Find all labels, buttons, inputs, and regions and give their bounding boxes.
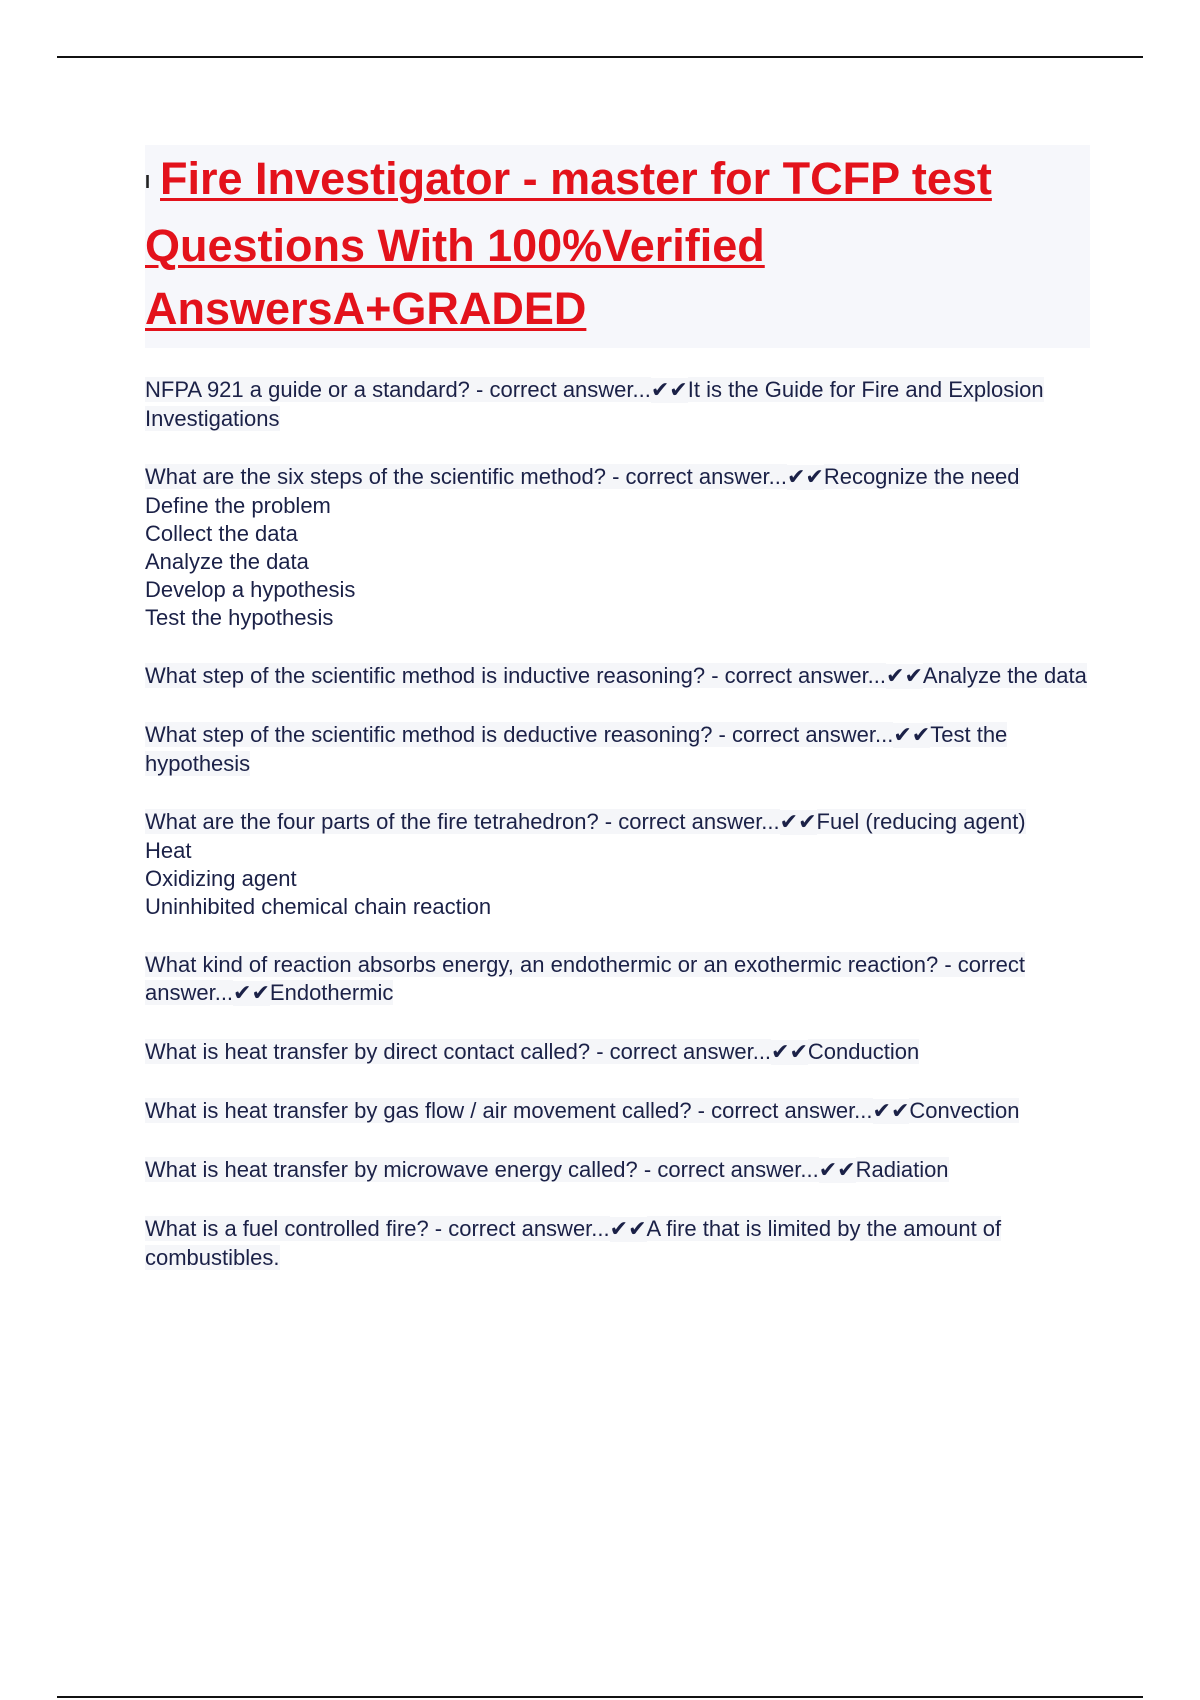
title-block bbox=[145, 145, 1090, 348]
question-text: What are the four parts of the fire tetrahedron? - correct answer... bbox=[145, 808, 780, 834]
qa-first-line bbox=[145, 721, 1090, 778]
qa-first-line bbox=[145, 1097, 1090, 1126]
answer-text: Convection bbox=[909, 1097, 1020, 1123]
qa-item bbox=[145, 662, 1090, 691]
qa-first-line bbox=[145, 951, 1090, 1008]
answer-line: Test the hypothesis bbox=[145, 604, 334, 630]
question-text: What step of the scientific method is inductive reasoning? - correct answer... bbox=[145, 662, 887, 688]
answer-line: Oxidizing agent bbox=[145, 865, 297, 891]
qa-item bbox=[145, 1097, 1090, 1126]
qa-item bbox=[145, 1038, 1090, 1067]
document-content bbox=[145, 145, 1090, 1302]
qa-item bbox=[145, 376, 1090, 433]
double-check-icon: ✔✔ bbox=[779, 809, 817, 835]
double-check-icon: ✔✔ bbox=[818, 1157, 856, 1183]
double-check-icon: ✔✔ bbox=[786, 464, 824, 490]
top-rule bbox=[57, 56, 1143, 58]
question-text: What step of the scientific method is deductive reasoning? - correct answer... bbox=[145, 721, 894, 747]
title-marker: I bbox=[145, 171, 151, 192]
qa-first-line bbox=[145, 808, 1090, 837]
question-text: What is heat transfer by microwave energy called? - correct answer... bbox=[145, 1156, 819, 1182]
question-text: What is heat transfer by direct contact called? - correct answer... bbox=[145, 1038, 772, 1064]
qa-item bbox=[145, 951, 1090, 1008]
answer-text: Recognize the need bbox=[823, 463, 1020, 489]
answer-line: Define the problem bbox=[145, 492, 331, 518]
bottom-rule bbox=[57, 1696, 1143, 1698]
document-title-text: Fire Investigator - master for TCFP test Questions With 100%Verified AnswersA+GRADED bbox=[145, 153, 992, 334]
double-check-icon: ✔✔ bbox=[886, 663, 923, 689]
answer-text: Endothermic bbox=[269, 979, 394, 1005]
double-check-icon: ✔✔ bbox=[771, 1039, 808, 1065]
answer-text: Test the hypothesis bbox=[145, 721, 1008, 776]
answer-text: It is the Guide for Fire and Explosion Investigations bbox=[145, 376, 1044, 431]
qa-first-line bbox=[145, 1215, 1090, 1272]
answer-line: Analyze the data bbox=[145, 548, 309, 574]
question-text: What are the six steps of the scientific method? - correct answer... bbox=[145, 463, 787, 489]
double-check-icon: ✔✔ bbox=[872, 1098, 910, 1124]
question-text: What is a fuel controlled fire? - correct answer... bbox=[145, 1215, 610, 1241]
question-text: What kind of reaction absorbs energy, an endothermic or an exothermic reaction? - correct answer... bbox=[145, 951, 1026, 1005]
question-text: What is heat transfer by gas flow / air movement called? - correct answer... bbox=[145, 1097, 873, 1123]
answer-text: A fire that is limited by the amount of combustibles. bbox=[145, 1215, 1002, 1270]
qa-first-line bbox=[145, 662, 1090, 691]
qa-first-line bbox=[145, 1156, 1090, 1185]
double-check-icon: ✔✔ bbox=[609, 1216, 647, 1242]
double-check-icon: ✔✔ bbox=[233, 980, 270, 1006]
qa-item bbox=[145, 1156, 1090, 1185]
double-check-icon: ✔✔ bbox=[650, 377, 688, 403]
document-title bbox=[145, 147, 1090, 340]
qa-first-line bbox=[145, 376, 1090, 433]
answer-text: Fuel (reducing agent) bbox=[816, 808, 1026, 834]
qa-first-line bbox=[145, 463, 1090, 492]
answer-line: Heat bbox=[145, 837, 192, 863]
qa-list bbox=[145, 376, 1090, 1272]
answer-line: Develop a hypothesis bbox=[145, 576, 356, 602]
answer-line: Uninhibited chemical chain reaction bbox=[145, 893, 492, 919]
qa-item bbox=[145, 1215, 1090, 1272]
answer-line: Collect the data bbox=[145, 520, 298, 546]
qa-item bbox=[145, 463, 1090, 632]
qa-first-line bbox=[145, 1038, 1090, 1067]
answer-text: Conduction bbox=[807, 1038, 920, 1064]
qa-item bbox=[145, 721, 1090, 778]
qa-item bbox=[145, 808, 1090, 921]
double-check-icon: ✔✔ bbox=[893, 722, 931, 748]
question-text: NFPA 921 a guide or a standard? - correct answer... bbox=[145, 376, 651, 402]
answer-text: Radiation bbox=[855, 1156, 949, 1182]
answer-text: Analyze the data bbox=[922, 662, 1087, 688]
